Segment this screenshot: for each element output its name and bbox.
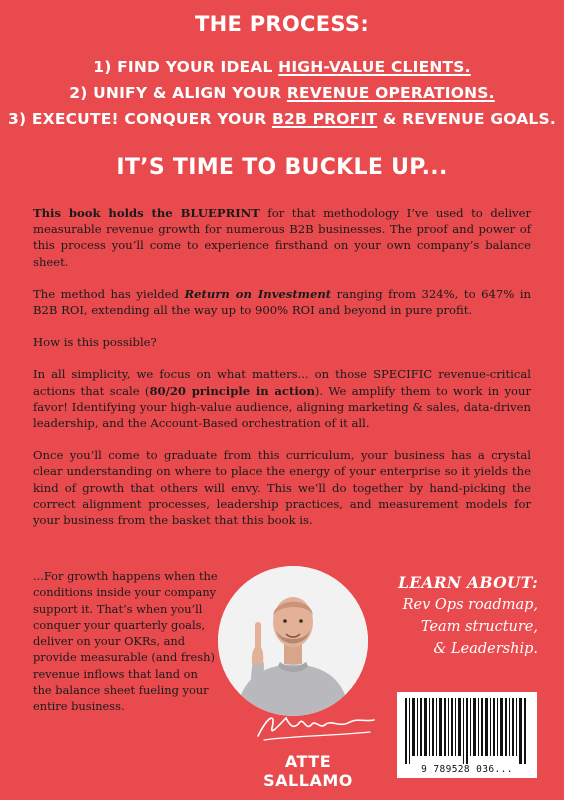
paragraph-1: This book holds the BLUEPRINT for that methodology I’ve used to deliver measurable revenue growth for numerous B2B businesses. The proof and power of this process you’ll come to experience firsthand on your own company’s balance sheet. [33, 206, 531, 269]
isbn-barcode [397, 692, 537, 778]
step-1-emphasis: HIGH-VALUE CLIENTS. [278, 58, 471, 76]
learn-item: Team structure, [420, 619, 538, 635]
learn-item: & Leadership. [433, 641, 538, 657]
step-3: 3) EXECUTE! CONQUER YOUR B2B PROFIT & REVENUE GOALS. [8, 110, 556, 128]
closing-paragraph: ...For growth happens when the conditions inside your company support it. That’s when you’ll conquer your quarterly goals, deliver on your OKRs, and provide measurable (and fresh) revenue inflows that land on the balance sheet fueling your entire business. [33, 569, 218, 714]
step-1: 1) FIND YOUR IDEAL HIGH-VALUE CLIENTS. [93, 58, 471, 76]
step-2-emphasis: REVENUE OPERATIONS. [286, 84, 495, 102]
paragraph-3: How is this possible? [33, 335, 157, 350]
paragraph-4: In all simplicity, we focus on what matters... on those SPECIFIC revenue-critical actions that scale (80/20 principle in action). We amplify them to work in your favor! Identifying your high-value audience, aligning marketing & sales, data-driven leadership, and the Account-Based orchestration of it all. [33, 367, 532, 431]
step-3-emphasis: B2B PROFIT [271, 110, 378, 128]
learn-about-box [378, 572, 538, 660]
body-copy [33, 205, 531, 544]
process-title: THE PROCESS: [194, 12, 370, 36]
headline: IT’S TIME TO BUCKLE UP... [116, 155, 448, 180]
learn-item: Rev Ops roadmap, [402, 597, 538, 613]
author-portrait [218, 566, 368, 716]
paragraph-2: The method has yielded Return on Investment ranging from 324%, to 647% in B2B ROI, extending all the way up to 900% ROI and beyond in pure profit. [33, 286, 531, 318]
learn-about-title: LEARN ABOUT: [398, 573, 538, 592]
step-2: 2) UNIFY & ALIGN YOUR REVENUE OPERATIONS. [69, 84, 495, 102]
paragraph-5: Once you’ll come to graduate from this curriculum, your business has a crystal clear understanding on where to place the energy of your enterprise so it yields the kind of growth that others will envy. This we’ll do together by hand-picking the correct alignment processes, leadership practices, and measurement models for your business from the basket that this book is. [33, 448, 531, 528]
process-steps [0, 54, 564, 132]
author-signature [250, 706, 380, 746]
author-name: ATTE SALLAMO [263, 752, 353, 790]
isbn-number: 9 789528 036... [421, 764, 513, 775]
